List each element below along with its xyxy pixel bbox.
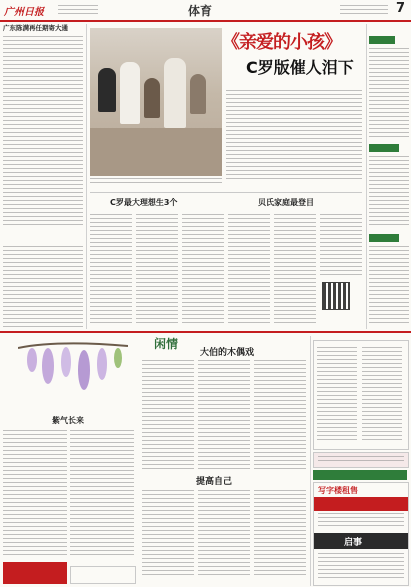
culture-section-title: 闲情	[154, 337, 179, 351]
right-text-box	[313, 340, 409, 450]
lead-text	[226, 90, 362, 182]
mid-left-title: C罗最大理想生3个	[110, 198, 178, 207]
wood-title: 大伯的木偶戏	[200, 348, 255, 358]
masthead	[0, 0, 411, 22]
date-line	[58, 5, 98, 15]
bottom-ad	[3, 562, 67, 584]
family-photo	[90, 28, 222, 176]
qr-code-icon	[322, 282, 350, 310]
wisteria-illustration	[18, 340, 128, 418]
mid-right-title: 贝氏家庭最登目	[258, 198, 314, 207]
article-body-2	[3, 246, 83, 328]
newspaper-logo: 广州日报	[4, 7, 44, 18]
notice-strip	[313, 452, 409, 468]
notice-label: 启事	[344, 538, 363, 548]
jobs-header: 写字楼租售	[318, 486, 358, 495]
wisteria-title: 紫气长来	[52, 416, 84, 425]
left-column	[3, 24, 83, 329]
lower-title: 提高自己	[196, 477, 233, 487]
banner-title: 《亲爱的小孩》	[222, 32, 341, 53]
photo-caption	[90, 178, 222, 186]
ad-banner	[313, 470, 407, 480]
article-body	[3, 36, 83, 228]
side-headline: 广东陈满再任期寄大通	[3, 24, 68, 32]
right-column	[369, 24, 409, 329]
ads-block	[313, 482, 409, 586]
page-number: 7	[396, 1, 406, 16]
editor-line	[340, 5, 388, 15]
banner-subtitle: C罗版催人泪下	[246, 58, 354, 77]
section-title: 体育	[188, 4, 213, 18]
